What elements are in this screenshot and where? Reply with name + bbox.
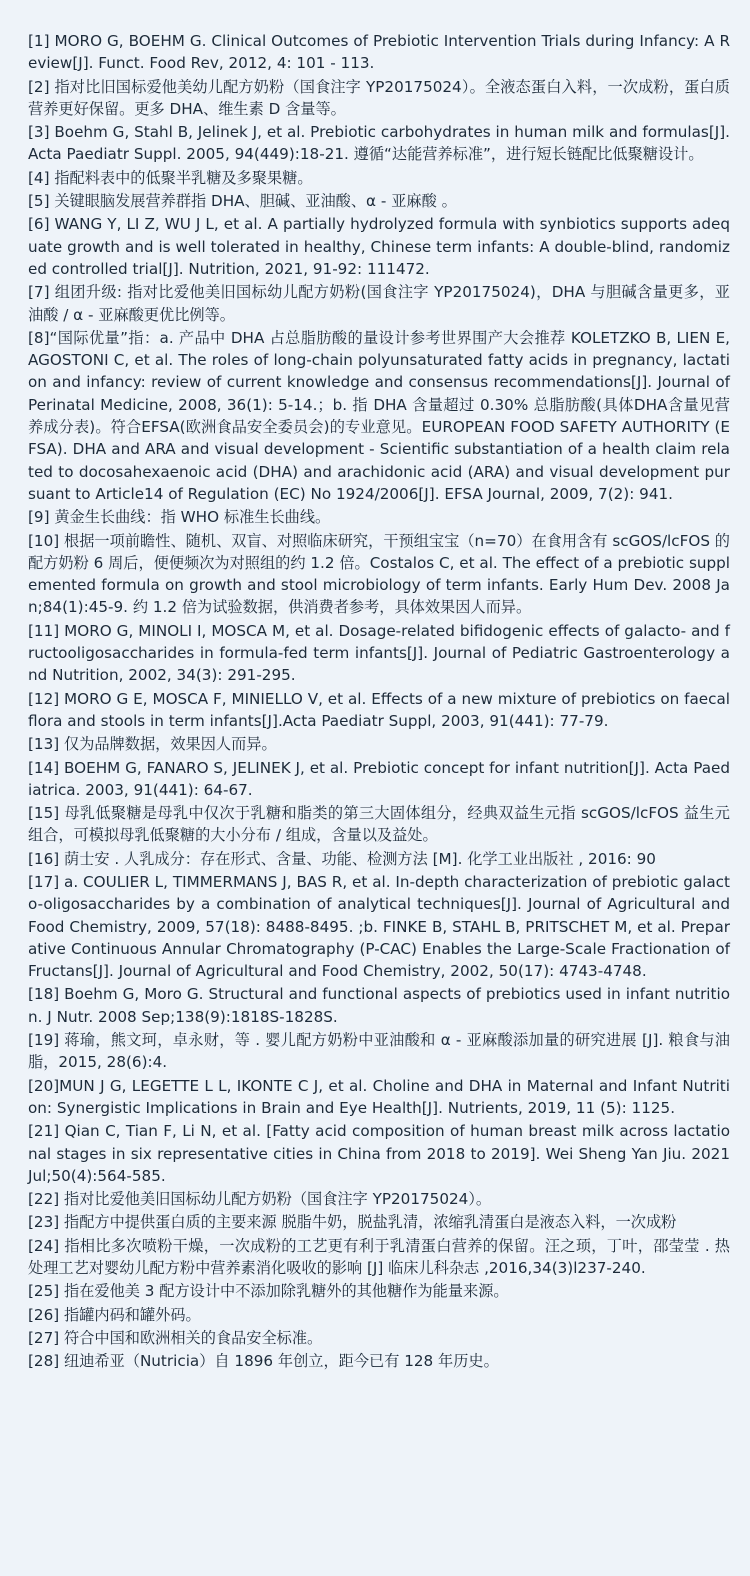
reference-28: [28] 纽迪希亚（Nutricia）自 1896 年创立，距今已有 128 年历史。 (28, 1352, 499, 1371)
reference-14: [14] BOEHM G, FANARO S, JELINEK J, et al. Prebiotic concept for infant nutrition[J]. Acta Paediatrica. 2003, 91(441): 64-67. (28, 758, 730, 799)
reference-25: [25] 指在爱他美 3 配方设计中不添加除乳糖外的其他糖作为能量来源。 (28, 1282, 509, 1301)
reference-27: [27] 符合中国和欧洲相关的食品安全标准。 (28, 1328, 323, 1347)
reference-20: [20]MUN J G, LEGETTE L L, IKONTE C J, et al. Choline and DHA in Maternal and Infant Nutrition: Synergistic Implications in Brain and Eye Health[J]. Nutrients, 2019, 11 (5): 1125. (28, 1076, 730, 1117)
reference-24: [24] 指相比多次喷粉干燥，一次成粉的工艺更有利于乳清蛋白营养的保留。汪之顼，丁叶，邵莹莹 . 热处理工艺对婴幼儿配方粉中营养素消化吸收的影响 [J] 临床儿科杂志 ,2016,34(3)l237-240. (28, 1236, 730, 1278)
reference-16: [16] 荫士安 . 人乳成分：存在形式、含量、功能、检测方法 [M]. 化学工业出版社 , 2016: 90 (28, 849, 656, 868)
reference-6: [6] WANG Y, LI Z, WU J L, et al. A partially hydrolyzed formula with synbiotics supports adequate growth and is well tolerated in healthy, Chinese term infants: A double-blind, randomized controlled trial[J]. Nutrition, 2021, 91-92: 111472. (28, 215, 730, 278)
reference-1: [1] MORO G, BOEHM G. Clinical Outcomes of Prebiotic Intervention Trials during Infancy: A Review[J]. Funct. Food Rev, 2012, 4: 101 - 113. (28, 32, 730, 73)
reference-4: [4] 指配料表中的低聚半乳糖及多聚果糖。 (28, 168, 313, 187)
reference-21: [21] Qian C, Tian F, Li N, et al. [Fatty acid composition of human breast milk across lactational stages in six representative cities in China from 2018 to 2019]. Wei Sheng Yan Jiu. 2021 Jul;50(4):564-585. (28, 1122, 730, 1185)
reference-9: [9] 黄金生长曲线：指 WHO 标准生长曲线。 (28, 508, 331, 527)
reference-13: [13] 仅为品牌数据，效果因人而异。 (28, 735, 277, 754)
reference-list (28, 30, 730, 1373)
reference-23: [23] 指配方中提供蛋白质的主要来源 脱脂牛奶，脱盐乳清，浓缩乳清蛋白是液态入料，一次成粉 (28, 1213, 677, 1232)
reference-17: [17] a. COULIER L, TIMMERMANS J, BAS R, et al. In-depth characterization of prebiotic galacto-oligosaccharides by a combination of analytical techniques[J]. Journal of Agricultural and Food Chemistry, 2009, 57(18): 8488-8495. ;b. FINKE B, STAHL B, PRITSCHET M, et al. Preparative Continuous Annular Chromatography (P-CAC) Enables the Large-Scale Fractionation of Fructans[J]. Journal of Agricultural and Food Chemistry, 2002, 50(17): 4743-4748. (28, 872, 730, 981)
reference-11: [11] MORO G, MINOLI I, MOSCA M, et al. Dosage-related bifidogenic effects of galacto- and fructooligosaccharides in formula-fed term infants[J]. Journal of Pediatric Gastroenterology and Nutrition, 2002, 34(3): 291-295. (28, 621, 730, 685)
reference-8: [8]“国际优量”指：a. 产品中 DHA 占总脂肪酸的量设计参考世界围产大会推荐 KOLETZKO B, LIEN E, AGOSTONI C, et al. The roles of long-chain polyunsaturated fatty acids in pregnancy, lactation and infancy: review of current knowledge and consensus recommendations[J]. Journal of Perinatal Medicine, 2008, 36(1): 5-14.；b. 指 DHA 含量超过 0.30% 总脂肪酸(具体DHA含量见营养成分表)。符合EFSA(欧洲食品安全委员会)的专业意见。EUROPEAN FOOD SAFETY AUTHORITY (EFSA). DHA and ARA and visual development - Scientific substantiation of a health claim related to docosahexaenoic acid (DHA) and arachidonic acid (ARA) and visual development pursuant to Article14 of Regulation (EC) No 1924/2006[J]. EFSA Journal, 2009, 7(2): 941. (28, 328, 730, 503)
reference-26: [26] 指罐内码和罐外码。 (28, 1305, 201, 1324)
reference-19: [19] 蒋瑜，熊文珂，卓永财，等 . 婴儿配方奶粉中亚油酸和 α - 亚麻酸添加量的研究进展 [J]. 粮食与油脂，2015, 28(6):4. (28, 1031, 730, 1072)
reference-3: [3] Boehm G, Stahl B, Jelinek J, et al. Prebiotic carbohydrates in human milk and formulas[J]. Acta Paediatr Suppl. 2005, 94(449):18-21. 遵循“达能营养标准”，进行短长链配比低聚糖设计。 (28, 123, 730, 164)
reference-7: [7] 组团升级: 指对比爱他美旧国标幼儿配方奶粉(国食注字 YP20175024)，DHA 与胆碱含量更多，亚油酸 / α - 亚麻酸更优比例等。 (28, 283, 730, 324)
reference-18: [18] Boehm G, Moro G. Structural and functional aspects of prebiotics used in infant nutrition. J Nutr. 2008 Sep;138(9):1818S-1828S. (28, 985, 730, 1026)
reference-2: [2] 指对比旧国标爱他美幼儿配方奶粉（国食注字 YP20175024）。全液态蛋白入料，一次成粉，蛋白质营养更好保留。更多 DHA、维生素 D 含量等。 (28, 77, 730, 118)
reference-15: [15] 母乳低聚糖是母乳中仅次于乳糖和脂类的第三大固体组分，经典双益生元指 scGOS/lcFOS 益生元组合，可模拟母乳低聚糖的大小分布 / 组成，含量以及益处。 (28, 804, 730, 845)
reference-22: [22] 指对比爱他美旧国标幼儿配方奶粉（国食注字 YP20175024）。 (28, 1190, 492, 1209)
reference-12: [12] MORO G E, MOSCA F, MINIELLO V, et al. Effects of a new mixture of prebiotics on faecal flora and stools in term infants[J].Acta Paediatr Suppl, 2003, 91(441): 77-79. (28, 689, 730, 730)
reference-5: [5] 关键眼脑发展营养群指 DHA、胆碱、亚油酸、α - 亚麻酸 。 (28, 192, 457, 211)
reference-10: [10] 根据一项前瞻性、随机、双盲、对照临床研究，干预组宝宝（n=70）在食用含有 scGOS/lcFOS 的配方奶粉 6 周后，便便频次为对照组的约 1.2 倍。Costalos C, et al. The effect of a prebiotic supplemented formula on growth and stool microbiology of term infants. Early Hum Dev. 2008 Jan;84(1):45-9. 约 1.2 倍为试验数据，供消费者参考，具体效果因人而异。 (28, 531, 730, 617)
